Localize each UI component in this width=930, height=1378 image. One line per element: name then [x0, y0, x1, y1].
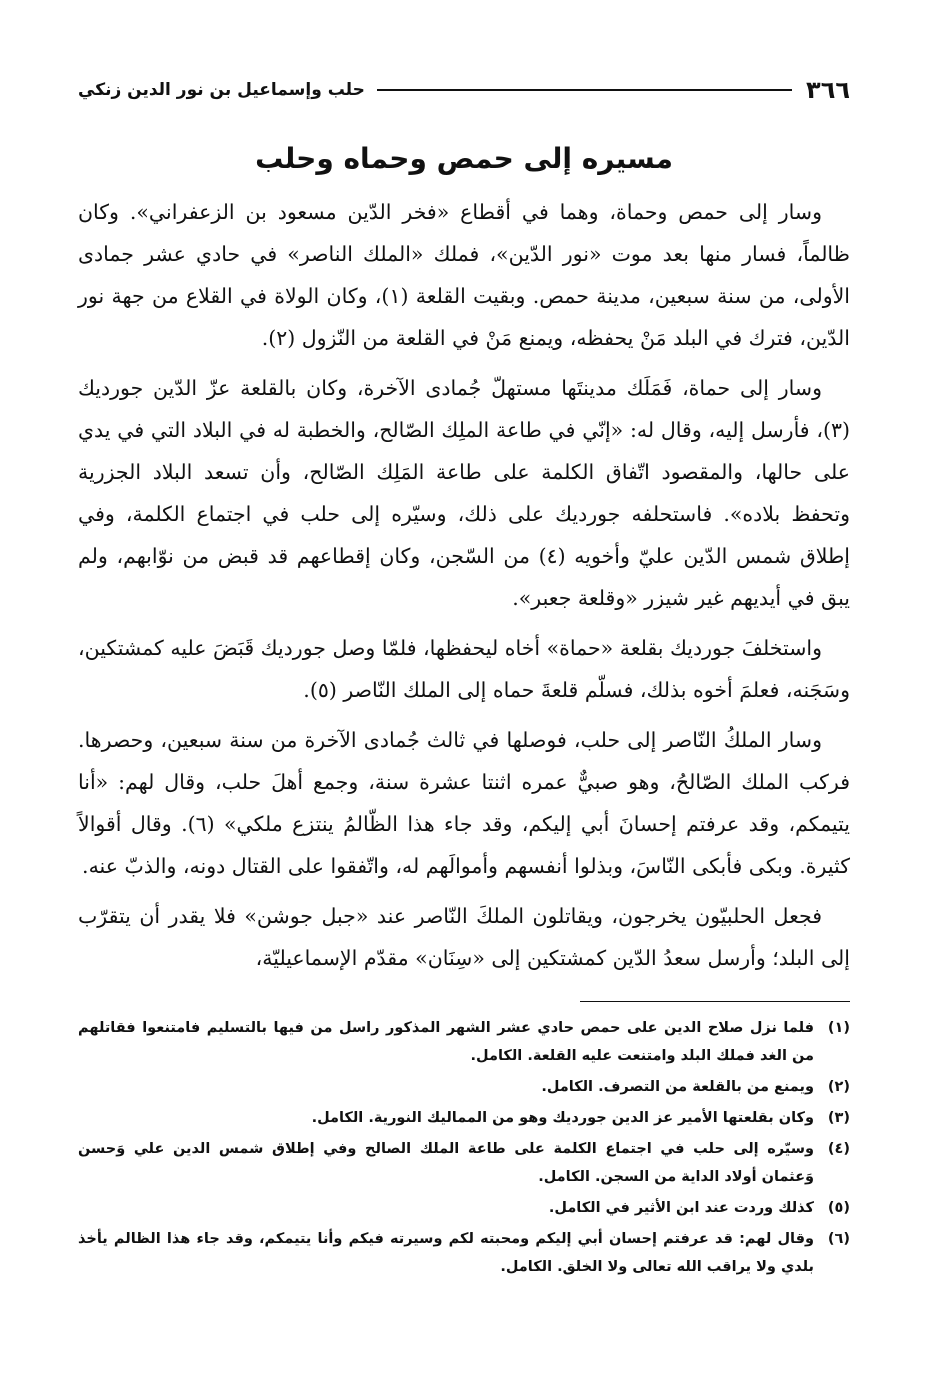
body-text — [78, 191, 850, 979]
paragraph: وسار الملكُ النّاصر إلى حلب، فوصلها في ثالث جُمادى الآخرة من سنة سبعين، وحصرها. فركب الملك الصّالحُ، وهو صبيٌّ عمره اثنتا عشرة سنة، وجمع أهلَ حلب، وقال لهم: «أنا يتيمكم، وقد عرفتم إحسانَ أبي إليكم، وقد جاء هذا الظّالمُ ينتزع ملكي» (٦). وقال أقوالاً كثيرة. وبكى فأبكى النّاسَ، وبذلوا أنفسهم وأموالَهم له، واتّفقوا على القتال دونه، والذبّ عنه. — [78, 728, 850, 878]
footnote-number: (٦) — [827, 1231, 850, 1247]
footnote-text: ويمنع من بالقلعة من التصرف. الكامل. — [541, 1079, 814, 1095]
footnote-number: (٢) — [827, 1079, 850, 1095]
running-title: حلب وإسماعيل بن نور الدين زنكي — [78, 80, 365, 100]
footnote — [78, 1194, 850, 1222]
footnote — [78, 1225, 850, 1281]
footnote-number: (٥) — [827, 1200, 850, 1216]
footnote-number: (٣) — [827, 1110, 850, 1126]
footnote — [78, 1104, 850, 1132]
paragraph: وسار إلى حمص وحماة، وهما في أقطاع «فخر الدّين مسعود بن الزعفراني». وكان ظالماً، فسار منها بعد موت «نور الدّين»، فملك «الملك الناصر» في حادي عشر جمادى الأولى، من سنة سبعين، مدينة حمص. وبقيت القلعة (١)، وكان الولاة في القلاع من جهة نور الدّين، فترك في البلد مَنْ يحفظه، ويمنع مَنْ في القلعة من النّزول (٢). — [78, 200, 850, 350]
paragraph: وسار إلى حماة، فَمَلَك مدينتَها مستهلّ جُمادى الآخرة، وكان بالقلعة عزّ الدّين جورديك (٣)، فأرسل إليه، وقال له: «إنّي في طاعة الملِك الصّالح، والخطبة له في البلاد التي في يدي على حالها، والمقصود اتّفاق الكلمة على طاعة المَلِك الصّالح، وأن تسعد البلاد الجزرية وتحفظ بلاده». فاستحلفه جورديك على ذلك، وسيّره إلى حلب في اجتماع الكلمة، وفي إطلاق شمس الدّين عليّ وأخويه (٤) من السّجن، وكان إقطاعهم قد قبض من نوّابهم، ولم يبق في أيديهم غير شيزر «وقلعة جعبر». — [78, 376, 850, 610]
footnote-text: كذلك وردت عند ابن الأثير في الكامل. — [548, 1200, 814, 1216]
footnote-text: فلما نزل صلاح الدين على حمص حادي عشر الشهر المذكور راسل من فيها بالتسليم فامتنعوا فقاتلهم من الغد فملك البلد وامتنعت عليه القلعة. الكامل. — [78, 1020, 814, 1064]
paragraph: فجعل الحلبيّون يخرجون، ويقاتلون الملكَ النّاصر عند «جبل جوشن» فلا يقدر أن يتقرّب إلى البلد؛ وأرسل سعدُ الدّين كمشتكين إلى «سِنَان» مقدّم الإسماعيليّة، — [78, 904, 850, 970]
footnote — [78, 1014, 850, 1070]
footnote — [78, 1073, 850, 1101]
footnote-text: وسيّره إلى حلب في اجتماع الكلمة على طاعة الملك الصالح وفي إطلاق شمس الدين علي وَحسن وَعثمان أولاد الداية من السجن. الكامل. — [78, 1141, 814, 1185]
section-title: مسيره إلى حمص وحماه وحلب — [255, 142, 673, 175]
footnote-number: (١) — [827, 1020, 850, 1036]
header-rule — [377, 89, 792, 91]
footnote-separator — [580, 1001, 850, 1002]
footnotes — [78, 1014, 850, 1281]
footnote-text: وكان بقلعتها الأمير عز الدين جورديك وهو من المماليك النورية. الكامل. — [311, 1110, 814, 1126]
footnote — [78, 1135, 850, 1191]
paragraph: واستخلفَ جورديك بقلعة «حماة» أخاه ليحفظها، فلمّا وصل جورديك قَبَضَ عليه كمشتكين، وسَجَنه، فعلمَ أخوه بذلك، فسلّم قلعةَ حماه إلى الملك النّاصر (٥). — [78, 636, 850, 702]
footnote-text: وقال لهم: قد عرفتم إحسان أبي إليكم ومحبته لكم وسيرته فيكم وأنا يتيمكم، وقد جاء هذا الظالم يأخذ بلدي ولا يراقب الله تعالى ولا الخلق. الكامل. — [78, 1231, 814, 1275]
running-header — [78, 70, 850, 110]
book-page — [78, 70, 850, 1348]
footnote-number: (٤) — [827, 1141, 850, 1157]
page-number: ٣٦٦ — [806, 76, 850, 104]
